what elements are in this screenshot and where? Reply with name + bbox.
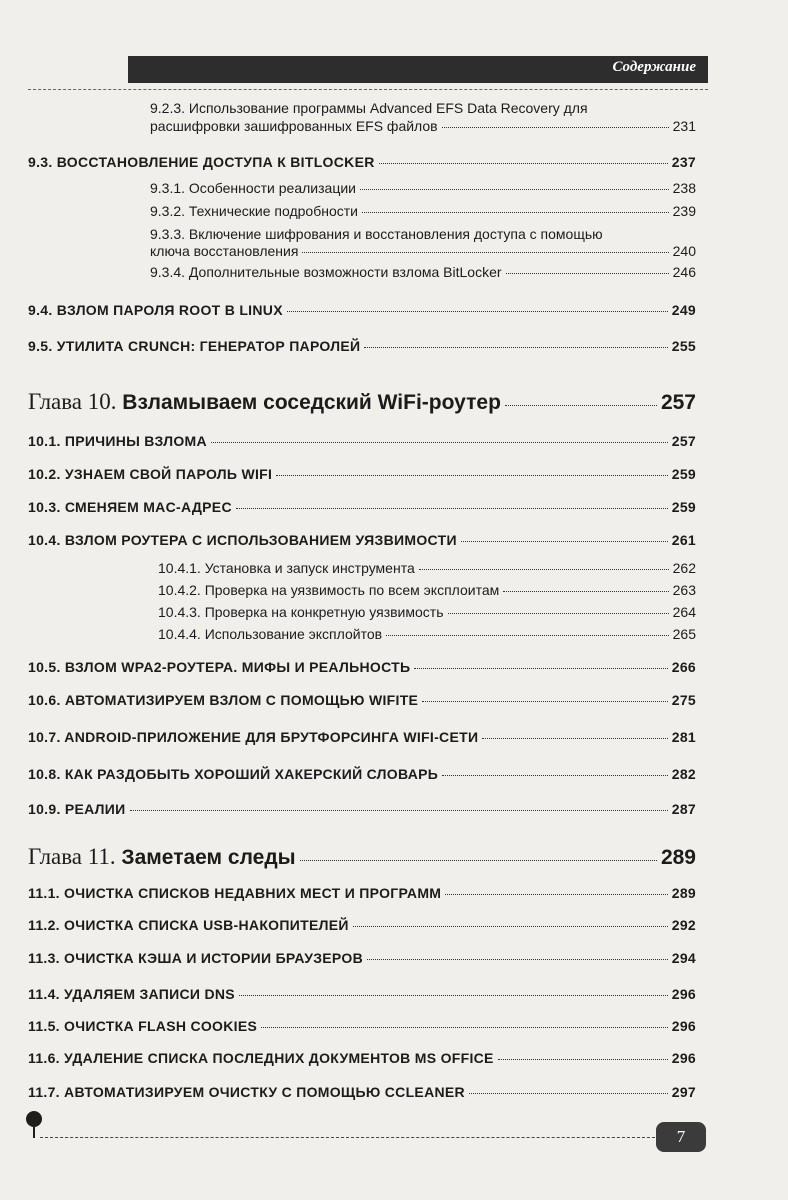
toc-section-10-8[interactable] — [28, 766, 696, 782]
toc-entry-title: ключа восстановления — [150, 243, 299, 259]
toc-entry-title: 10.4.4. Использование эксплойтов — [158, 626, 383, 642]
toc-section-10-6[interactable] — [28, 692, 696, 708]
leader-dots — [236, 508, 668, 509]
toc-entry-title: 9.3. ВОССТАНОВЛЕНИЕ ДОСТУПА К BITLOCKER — [28, 154, 375, 170]
leader-dots — [360, 189, 669, 190]
toc-chapter-10[interactable] — [28, 389, 696, 415]
toc-page-number: 261 — [671, 532, 696, 548]
toc-page-number: 231 — [672, 118, 696, 134]
toc-entry-title: 11.2. ОЧИСТКА СПИСКА USB-НАКОПИТЕЛЕЙ — [28, 917, 349, 933]
toc-entry-9-3-1[interactable] — [150, 180, 696, 196]
toc-section-11-5[interactable] — [28, 1018, 696, 1034]
toc-entry-title: расшифровки зашифрованных EFS файлов — [150, 118, 438, 134]
toc-page-number: 259 — [671, 499, 696, 515]
toc-entry-10-4-4[interactable] — [158, 626, 696, 642]
toc-entry-title: 10.3. СМЕНЯЕМ MAC-АДРЕС — [28, 499, 232, 515]
toc-section-11-3[interactable] — [28, 950, 696, 966]
leader-dots — [211, 442, 668, 443]
toc-section-11-7[interactable] — [28, 1084, 696, 1100]
toc-entry-title: 9.5. УТИЛИТА CRUNCH: ГЕНЕРАТОР ПАРОЛЕЙ — [28, 338, 361, 354]
toc-entry-9-3-3-line1: 9.3.3. Включение шифрования и восстановления доступа с помощью — [150, 226, 603, 242]
toc-chapter-prefix: Глава 11. — [28, 844, 116, 869]
toc-entry-title: 10.9. РЕАЛИИ — [28, 801, 126, 817]
toc-page-number: 240 — [672, 243, 696, 259]
toc-entry-10-4-3[interactable] — [158, 604, 696, 620]
leader-dots — [386, 635, 669, 636]
toc-entry-title: 11.6. УДАЛЕНИЕ СПИСКА ПОСЛЕДНИХ ДОКУМЕНТОВ MS OFFICE — [28, 1050, 494, 1066]
leader-dots — [130, 810, 668, 811]
toc-entry-10-4-1[interactable] — [158, 560, 696, 576]
leader-dots — [379, 163, 668, 164]
page-number-badge: 7 — [656, 1122, 706, 1152]
toc-section-9-5[interactable] — [28, 338, 696, 354]
toc-entry-title: 11.4. УДАЛЯЕМ ЗАПИСИ DNS — [28, 986, 235, 1002]
toc-page-number: 287 — [671, 801, 696, 817]
toc-entry-9-3-2[interactable] — [150, 203, 696, 219]
toc-chapter-11[interactable] — [28, 844, 696, 870]
footer-bullet-stem — [33, 1124, 35, 1138]
toc-page-number: 257 — [671, 433, 696, 449]
leader-dots — [261, 1027, 668, 1028]
toc-entry-title: 9.3.1. Особенности реализации — [150, 180, 356, 196]
toc-page-number: 263 — [672, 582, 696, 598]
toc-entry-title: 11.1. ОЧИСТКА СПИСКОВ НЕДАВНИХ МЕСТ И ПРОГРАММ — [28, 885, 442, 901]
toc-page-number: 294 — [671, 950, 696, 966]
toc-entry-title: 10.4. ВЗЛОМ РОУТЕРА С ИСПОЛЬЗОВАНИЕМ УЯЗВИМОСТИ — [28, 532, 457, 548]
leader-dots — [287, 311, 668, 312]
toc-page-number: 262 — [672, 560, 696, 576]
toc-page-number: 239 — [672, 203, 696, 219]
toc-section-10-1[interactable] — [28, 433, 696, 449]
toc-entry-10-4-2[interactable] — [158, 582, 696, 598]
toc-entry-title: 10.4.3. Проверка на конкретную уязвимость — [158, 604, 444, 620]
leader-dots — [442, 127, 669, 128]
toc-page-number: 264 — [672, 604, 696, 620]
toc-entry-title: 9.3.4. Дополнительные возможности взлома BitLocker — [150, 264, 502, 280]
toc-entry-title: 10.8. КАК РАЗДОБЫТЬ ХОРОШИЙ ХАКЕРСКИЙ СЛОВАРЬ — [28, 766, 439, 782]
toc-page-number: 246 — [672, 264, 696, 280]
toc-page-number: 266 — [671, 659, 696, 675]
toc-entry-9-2-3[interactable] — [150, 118, 696, 134]
toc-page-number: 281 — [671, 729, 696, 745]
toc-section-10-3[interactable] — [28, 499, 696, 515]
leader-dots — [422, 701, 668, 702]
toc-entry-9-2-3-line1: 9.2.3. Использование программы Advanced EFS Data Recovery для — [150, 100, 588, 116]
leader-dots — [419, 569, 669, 570]
toc-entry-title: 11.5. ОЧИСТКА FLASH COOKIES — [28, 1018, 258, 1034]
toc-section-11-2[interactable] — [28, 917, 696, 933]
toc-section-11-4[interactable] — [28, 986, 696, 1002]
toc-page-number: 238 — [672, 180, 696, 196]
toc-entry-title: 11.3. ОЧИСТКА КЭША И ИСТОРИИ БРАУЗЕРОВ — [28, 950, 363, 966]
toc-page-number: 237 — [671, 154, 696, 170]
running-header-title: Содержание — [612, 59, 696, 75]
leader-dots — [503, 591, 668, 592]
leader-dots — [469, 1093, 668, 1094]
toc-entry-title: 11.7. АВТОМАТИЗИРУЕМ ОЧИСТКУ С ПОМОЩЬЮ CCLEANER — [28, 1084, 465, 1100]
toc-entry-title: 10.1. ПРИЧИНЫ ВЗЛОМА — [28, 433, 207, 449]
toc-entry-title: 10.2. УЗНАЕМ СВОЙ ПАРОЛЬ WIFI — [28, 466, 273, 482]
leader-dots — [362, 212, 669, 213]
toc-page-number: 289 — [660, 846, 696, 869]
toc-entry-title: 10.4.2. Проверка на уязвимость по всем эксплоитам — [158, 582, 500, 598]
toc-page-number: 297 — [671, 1084, 696, 1100]
toc-entry-title: 9.4. ВЗЛОМ ПАРОЛЯ ROOT В LINUX — [28, 302, 283, 318]
toc-entry-title: 9.3.2. Технические подробности — [150, 203, 358, 219]
header-bar — [128, 56, 708, 83]
leader-dots — [239, 995, 668, 996]
toc-section-11-1[interactable] — [28, 885, 696, 901]
leader-dots — [506, 273, 669, 274]
toc-section-10-5[interactable] — [28, 659, 696, 675]
leader-dots — [482, 738, 667, 739]
toc-page-number: 296 — [671, 1018, 696, 1034]
toc-entry-title: 10.4.1. Установка и запуск инструмента — [158, 560, 415, 576]
toc-entry-9-3-4[interactable] — [150, 264, 696, 280]
leader-dots — [276, 475, 668, 476]
leader-dots — [461, 541, 668, 542]
toc-entry-title: 10.7. ANDROID-ПРИЛОЖЕНИЕ ДЛЯ БРУТФОРСИНГА WIFI-СЕТИ — [28, 729, 479, 745]
leader-dots — [353, 926, 668, 927]
leader-dots — [448, 613, 669, 614]
toc-entry-title: 10.5. ВЗЛОМ WPA2-РОУТЕРА. МИФЫ И РЕАЛЬНОСТЬ — [28, 659, 411, 675]
toc-section-9-3[interactable] — [28, 154, 696, 170]
leader-dots — [414, 668, 667, 669]
toc-page-number: 257 — [660, 391, 696, 414]
toc-page-number: 265 — [672, 626, 696, 642]
toc-page-number: 259 — [671, 466, 696, 482]
leader-dots — [300, 860, 657, 861]
toc-page-number: 289 — [671, 885, 696, 901]
leader-dots — [505, 405, 657, 406]
toc-chapter-title: Заметаем следы — [121, 846, 296, 869]
toc-page-number: 275 — [671, 692, 696, 708]
toc-page-number: 296 — [671, 986, 696, 1002]
toc-section-9-4[interactable] — [28, 302, 696, 318]
leader-dots — [442, 775, 668, 776]
toc-page-number: 282 — [671, 766, 696, 782]
leader-dots — [364, 347, 667, 348]
toc-page-number: 296 — [671, 1050, 696, 1066]
toc-section-10-2[interactable] — [28, 466, 696, 482]
toc-page-number: 292 — [671, 917, 696, 933]
footer-divider — [40, 1137, 655, 1138]
toc-section-10-9[interactable] — [28, 801, 696, 817]
leader-dots — [498, 1059, 668, 1060]
toc-entry-9-3-3[interactable] — [150, 243, 696, 259]
toc-section-10-7[interactable] — [28, 729, 696, 745]
toc-page-number: 249 — [671, 302, 696, 318]
toc-entry-title: 10.6. АВТОМАТИЗИРУЕМ ВЗЛОМ С ПОМОЩЬЮ WIFITE — [28, 692, 419, 708]
toc-section-11-6[interactable] — [28, 1050, 696, 1066]
toc-section-10-4[interactable] — [28, 532, 696, 548]
header-divider — [28, 89, 708, 90]
toc-chapter-prefix: Глава 10. — [28, 389, 117, 414]
leader-dots — [445, 894, 667, 895]
toc-page-number: 255 — [671, 338, 696, 354]
leader-dots — [367, 959, 668, 960]
toc-chapter-title: Взламываем соседский WiFi-роутер — [122, 391, 501, 414]
leader-dots — [302, 252, 668, 253]
